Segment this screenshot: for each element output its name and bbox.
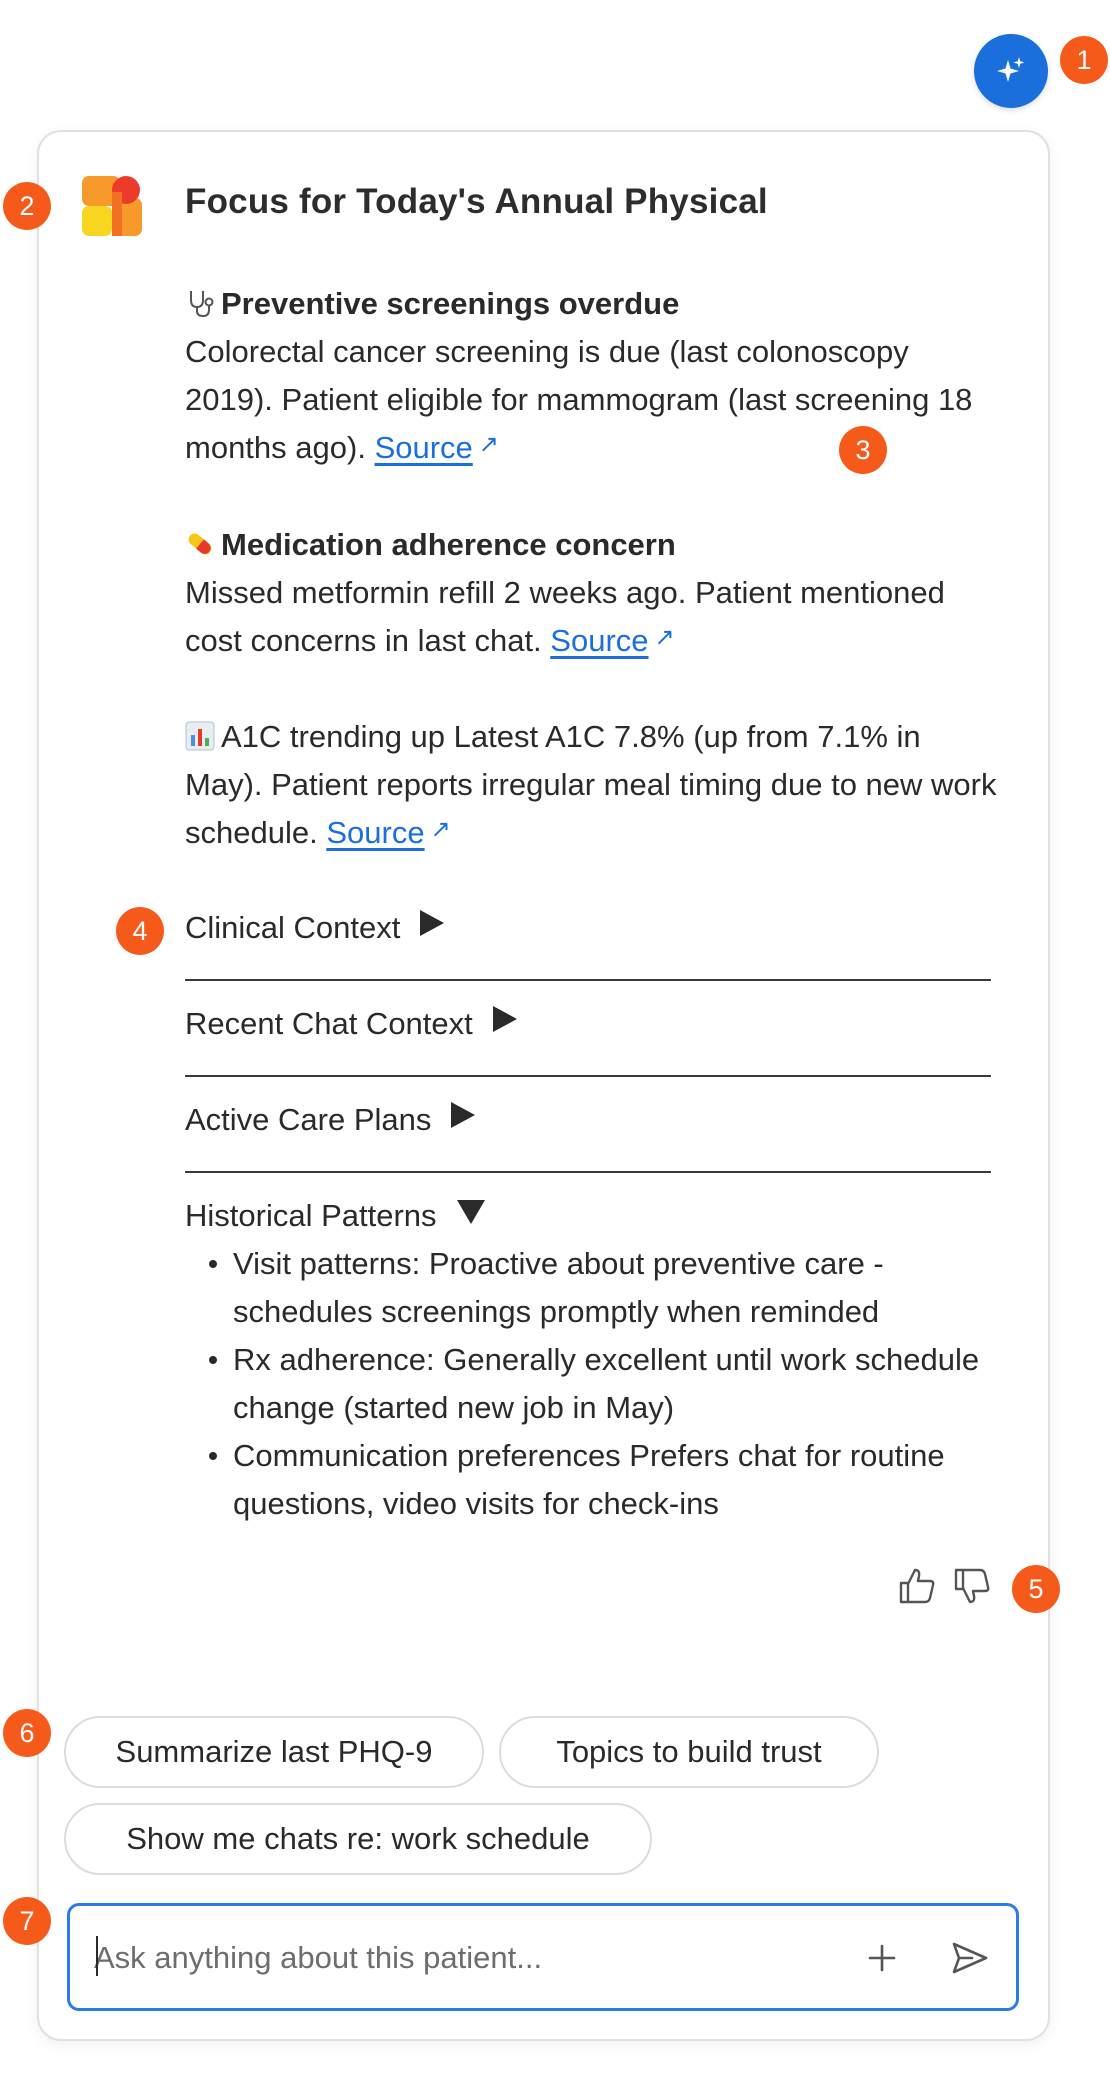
ai-assistant-button[interactable]: [974, 34, 1048, 108]
panel-title: Focus for Today's Annual Physical: [185, 182, 768, 221]
bar-chart-icon: [185, 717, 215, 747]
suggestion-chip[interactable]: Summarize last PHQ-9: [64, 1716, 484, 1788]
section-label: Recent Chat Context: [185, 1006, 473, 1041]
section-clinical-context[interactable]: [185, 910, 991, 946]
annotation-marker-5: 5: [1012, 1565, 1060, 1613]
divider: [185, 979, 991, 981]
insight-text: A1C trending up Latest A1C 7.8% (up from 7.1% in May). Patient reports irregular meal timing due to new work schedule.: [185, 719, 997, 850]
annotation-marker-1: 1: [1060, 36, 1108, 84]
section-historical-patterns[interactable]: [185, 1198, 991, 1234]
stethoscope-icon: [185, 284, 215, 314]
external-link-icon: ↗: [430, 816, 451, 843]
annotation-marker-4: 4: [116, 907, 164, 955]
external-link-icon: ↗: [654, 624, 675, 651]
insight-medication-adherence: [185, 521, 1005, 668]
section-label: Historical Patterns: [185, 1198, 437, 1233]
chat-composer: [67, 1903, 1019, 2011]
suggestion-chip[interactable]: Topics to build trust: [499, 1716, 879, 1788]
list-item: Communication preferences Prefers chat for routine questions, video visits for check-ins: [233, 1432, 1003, 1528]
list-item: Visit patterns: Proactive about preventive care - schedules screenings promptly when reminded: [233, 1240, 1003, 1336]
divider: [185, 1075, 991, 1077]
section-label: Clinical Context: [185, 910, 401, 945]
ask-input[interactable]: [94, 1932, 854, 1984]
insight-text: Missed metformin refill 2 weeks ago. Patient mentioned cost concerns in last chat.: [185, 575, 945, 658]
section-active-care-plans[interactable]: [185, 1102, 991, 1138]
list-item: Rx adherence: Generally excellent until work schedule change (started new job in May): [233, 1336, 1003, 1432]
annotation-marker-7: 7: [3, 1897, 51, 1945]
chevron-right-icon: [420, 910, 444, 936]
plus-icon[interactable]: [860, 1936, 904, 1980]
thumbs-down-icon[interactable]: [952, 1566, 992, 1606]
section-label: Active Care Plans: [185, 1102, 432, 1137]
pill-icon: [185, 525, 215, 555]
annotation-marker-3: 3: [839, 426, 887, 474]
chevron-down-icon: [457, 1200, 485, 1224]
insight-text: Colorectal cancer screening is due (last colonoscopy 2019). Patient eligible for mammogram (last screening 18 months ago).: [185, 334, 973, 465]
app-logo: [82, 176, 142, 236]
send-icon[interactable]: [946, 1934, 994, 1982]
historical-patterns-list: [233, 1240, 1003, 1528]
source-link[interactable]: Source ↗: [550, 623, 674, 658]
insight-a1c-trend: [185, 713, 1005, 860]
source-link[interactable]: Source ↗: [375, 430, 499, 465]
source-link[interactable]: Source ↗: [326, 815, 450, 850]
sparkle-icon: [994, 54, 1028, 88]
chevron-right-icon: [493, 1006, 517, 1032]
annotation-marker-6: 6: [3, 1709, 51, 1757]
chevron-right-icon: [451, 1102, 475, 1128]
external-link-icon: ↗: [478, 431, 499, 458]
annotation-marker-2: 2: [3, 182, 51, 230]
thumbs-up-icon[interactable]: [897, 1566, 937, 1606]
text-cursor: [96, 1936, 98, 1976]
divider: [185, 1171, 991, 1173]
suggestion-chip[interactable]: Show me chats re: work schedule: [64, 1803, 652, 1875]
insight-heading: Medication adherence concern: [221, 527, 676, 562]
section-recent-chat-context[interactable]: [185, 1006, 991, 1042]
insight-heading: Preventive screenings overdue: [221, 286, 680, 321]
